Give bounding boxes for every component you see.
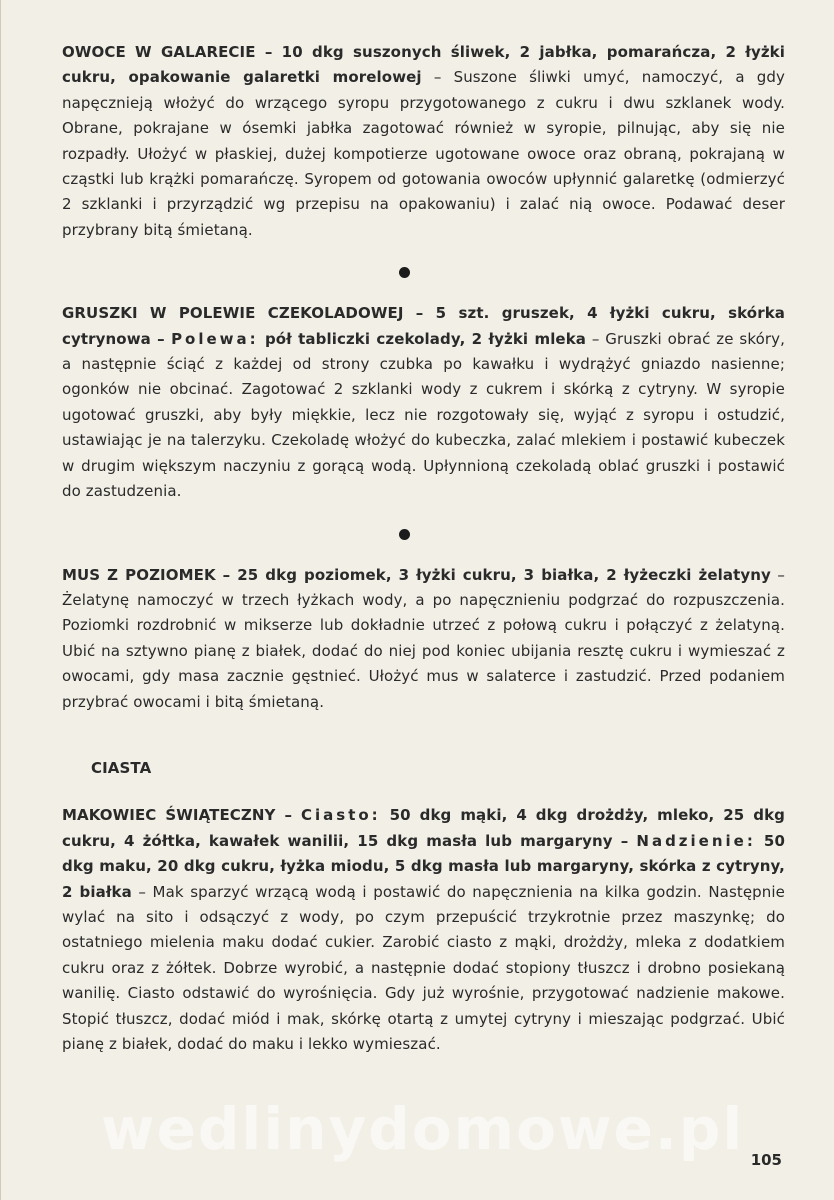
separator xyxy=(62,243,785,301)
recipe-title: GRUSZKI W POLEWIE CZEKOLADOWEJ xyxy=(62,304,404,323)
recipe-title: OWOCE W GALARECIE xyxy=(62,43,256,61)
separator xyxy=(62,505,785,563)
page-number: 105 xyxy=(750,1151,782,1169)
recipe-title: MUS Z POZIOMEK xyxy=(62,565,216,584)
recipe-instructions: – Żelatynę namoczyć w trzech łyżkach wody, a po napęcznieniu podgrzać do rozpuszczenia. Poziomki rozdrobnić w mikserze lub dokładnie utrzeć z połową cukru i połączyć z żelatyną. Ubić na sztywno pianę z białek, dodać do niej pod koniec ubijania resztę cukru i wymieszać z owocami, gdy masa zacznie gęstnieć. Ułożyć mus w salaterce i zastudzić. Przed podaniem przybrać owocami i bitą śmietaną. xyxy=(62,565,785,711)
watermark: wedlinydomowe.pl xyxy=(101,1095,745,1163)
bullet-dot xyxy=(399,267,410,278)
recipe-instructions: – Mak sparzyć wrzącą wodą i postawić do napęcznienia na kilka godzin. Następnie wylać na sito i odsączyć z wody, po czym przepuścić trzykrotnie przez maszynkę; do ostatniego mielenia maku dodać cukier. Zarobić ciasto z mąki, drożdży, mleka z dodatkiem cukru oraz z żółtek. Dobrze wyrobić, a następnie dodać stopiony tłuszcz i drobno posiekaną wanilię. Ciasto odstawić do wyrośnięcia. Gdy już wyrośnie, przygotować nadzienie makowe. Stopić tłuszcz, dodać miód i mak, skórkę otartą z umytej cytryny i mieszając podgrzać. Ubić pianę z białek, dodać do maku i lekko wymieszać. xyxy=(62,882,786,1053)
filling-ingredients: 50 dkg maku, 20 dkg cukru, łyżka miodu, 5 dkg masła lub margaryny, skórka z cytryny, 2 białka xyxy=(62,831,785,901)
recipe-ingredients: – 10 dkg suszonych śliwek, 2 jabłka, pomarańcza, 2 łyżki cukru, opakowanie galaretki morelowej xyxy=(62,43,785,87)
recipe-makowiec xyxy=(62,803,785,1057)
filling-label: Nadzienie: xyxy=(636,831,756,850)
bullet-dot xyxy=(399,529,410,540)
recipe-owoce-w-galarecie xyxy=(62,40,785,243)
recipe-instructions: – Suszone śliwki umyć, namoczyć, a gdy napęcznieją włożyć do wrzącego syropu przygotowanego z cukru i dwu szklanek wody. Obrane, pokrajane w ósemki jabłka zagotować również w syropie, pilnując, aby się nie rozpadły. Ułożyć w płaskiej, dużej kompotierze ugotowane owoce oraz obraną, pokrajaną w cząstki lub krążki pomarańczę. Syropem od gotowania owoców upłynnić galaretkę (odmierzyć 2 szklanki i przyrządzić wg przepisu na opakowaniu) i zalać nią owoce. Podawać deser przybrany bitą śmietaną. xyxy=(62,68,785,239)
sauce-label: Polewa: xyxy=(171,329,259,348)
dough-ingredients: 50 dkg mąki, 4 dkg drożdży, mleko, 25 dkg cukru, 4 żółtka, kawałek wanilii, 15 dkg masła lub margaryny – xyxy=(62,806,785,850)
dough-label: Ciasto: xyxy=(301,806,381,825)
page-content xyxy=(62,40,785,1057)
dash: – xyxy=(275,806,301,825)
sauce-ingredients: pół tabliczki czekolady, 2 łyżki mleka xyxy=(258,329,587,348)
recipe-gruszki xyxy=(62,301,785,504)
recipe-ingredients: – 25 dkg poziomek, 3 łyżki cukru, 3 białka, 2 łyżeczki żelatyny xyxy=(215,565,771,584)
recipe-mus-z-poziomek xyxy=(62,563,785,715)
recipe-ingredients: – 5 szt. gruszek, 4 łyżki cukru, skórka cytrynowa – xyxy=(62,304,785,348)
section-heading: CIASTA xyxy=(91,758,152,777)
recipe-instructions: – Gruszki obrać ze skóry, a następnie ściąć z każdej od strony czubka po kawałku i wydrążyć gniazdo nasienne; ogonków nie obcinać. Zagotować 2 szklanki wody z cukrem i skórką z cytryny. W syropie ugotować gruszki, aby były miękkie, lecz nie rozgotowały się, wyjąć z syropu i ostudzić, ustawiając je na talerzyku. Czekoladę włożyć do kubeczka, zalać mlekiem i postawić kubeczek w drugim większym naczyniu z gorącą wodą. Upłynnioną czekoladą oblać gruszki i postawić do zastudzenia. xyxy=(62,329,785,501)
recipe-title: MAKOWIEC ŚWIĄTECZNY xyxy=(62,806,276,825)
